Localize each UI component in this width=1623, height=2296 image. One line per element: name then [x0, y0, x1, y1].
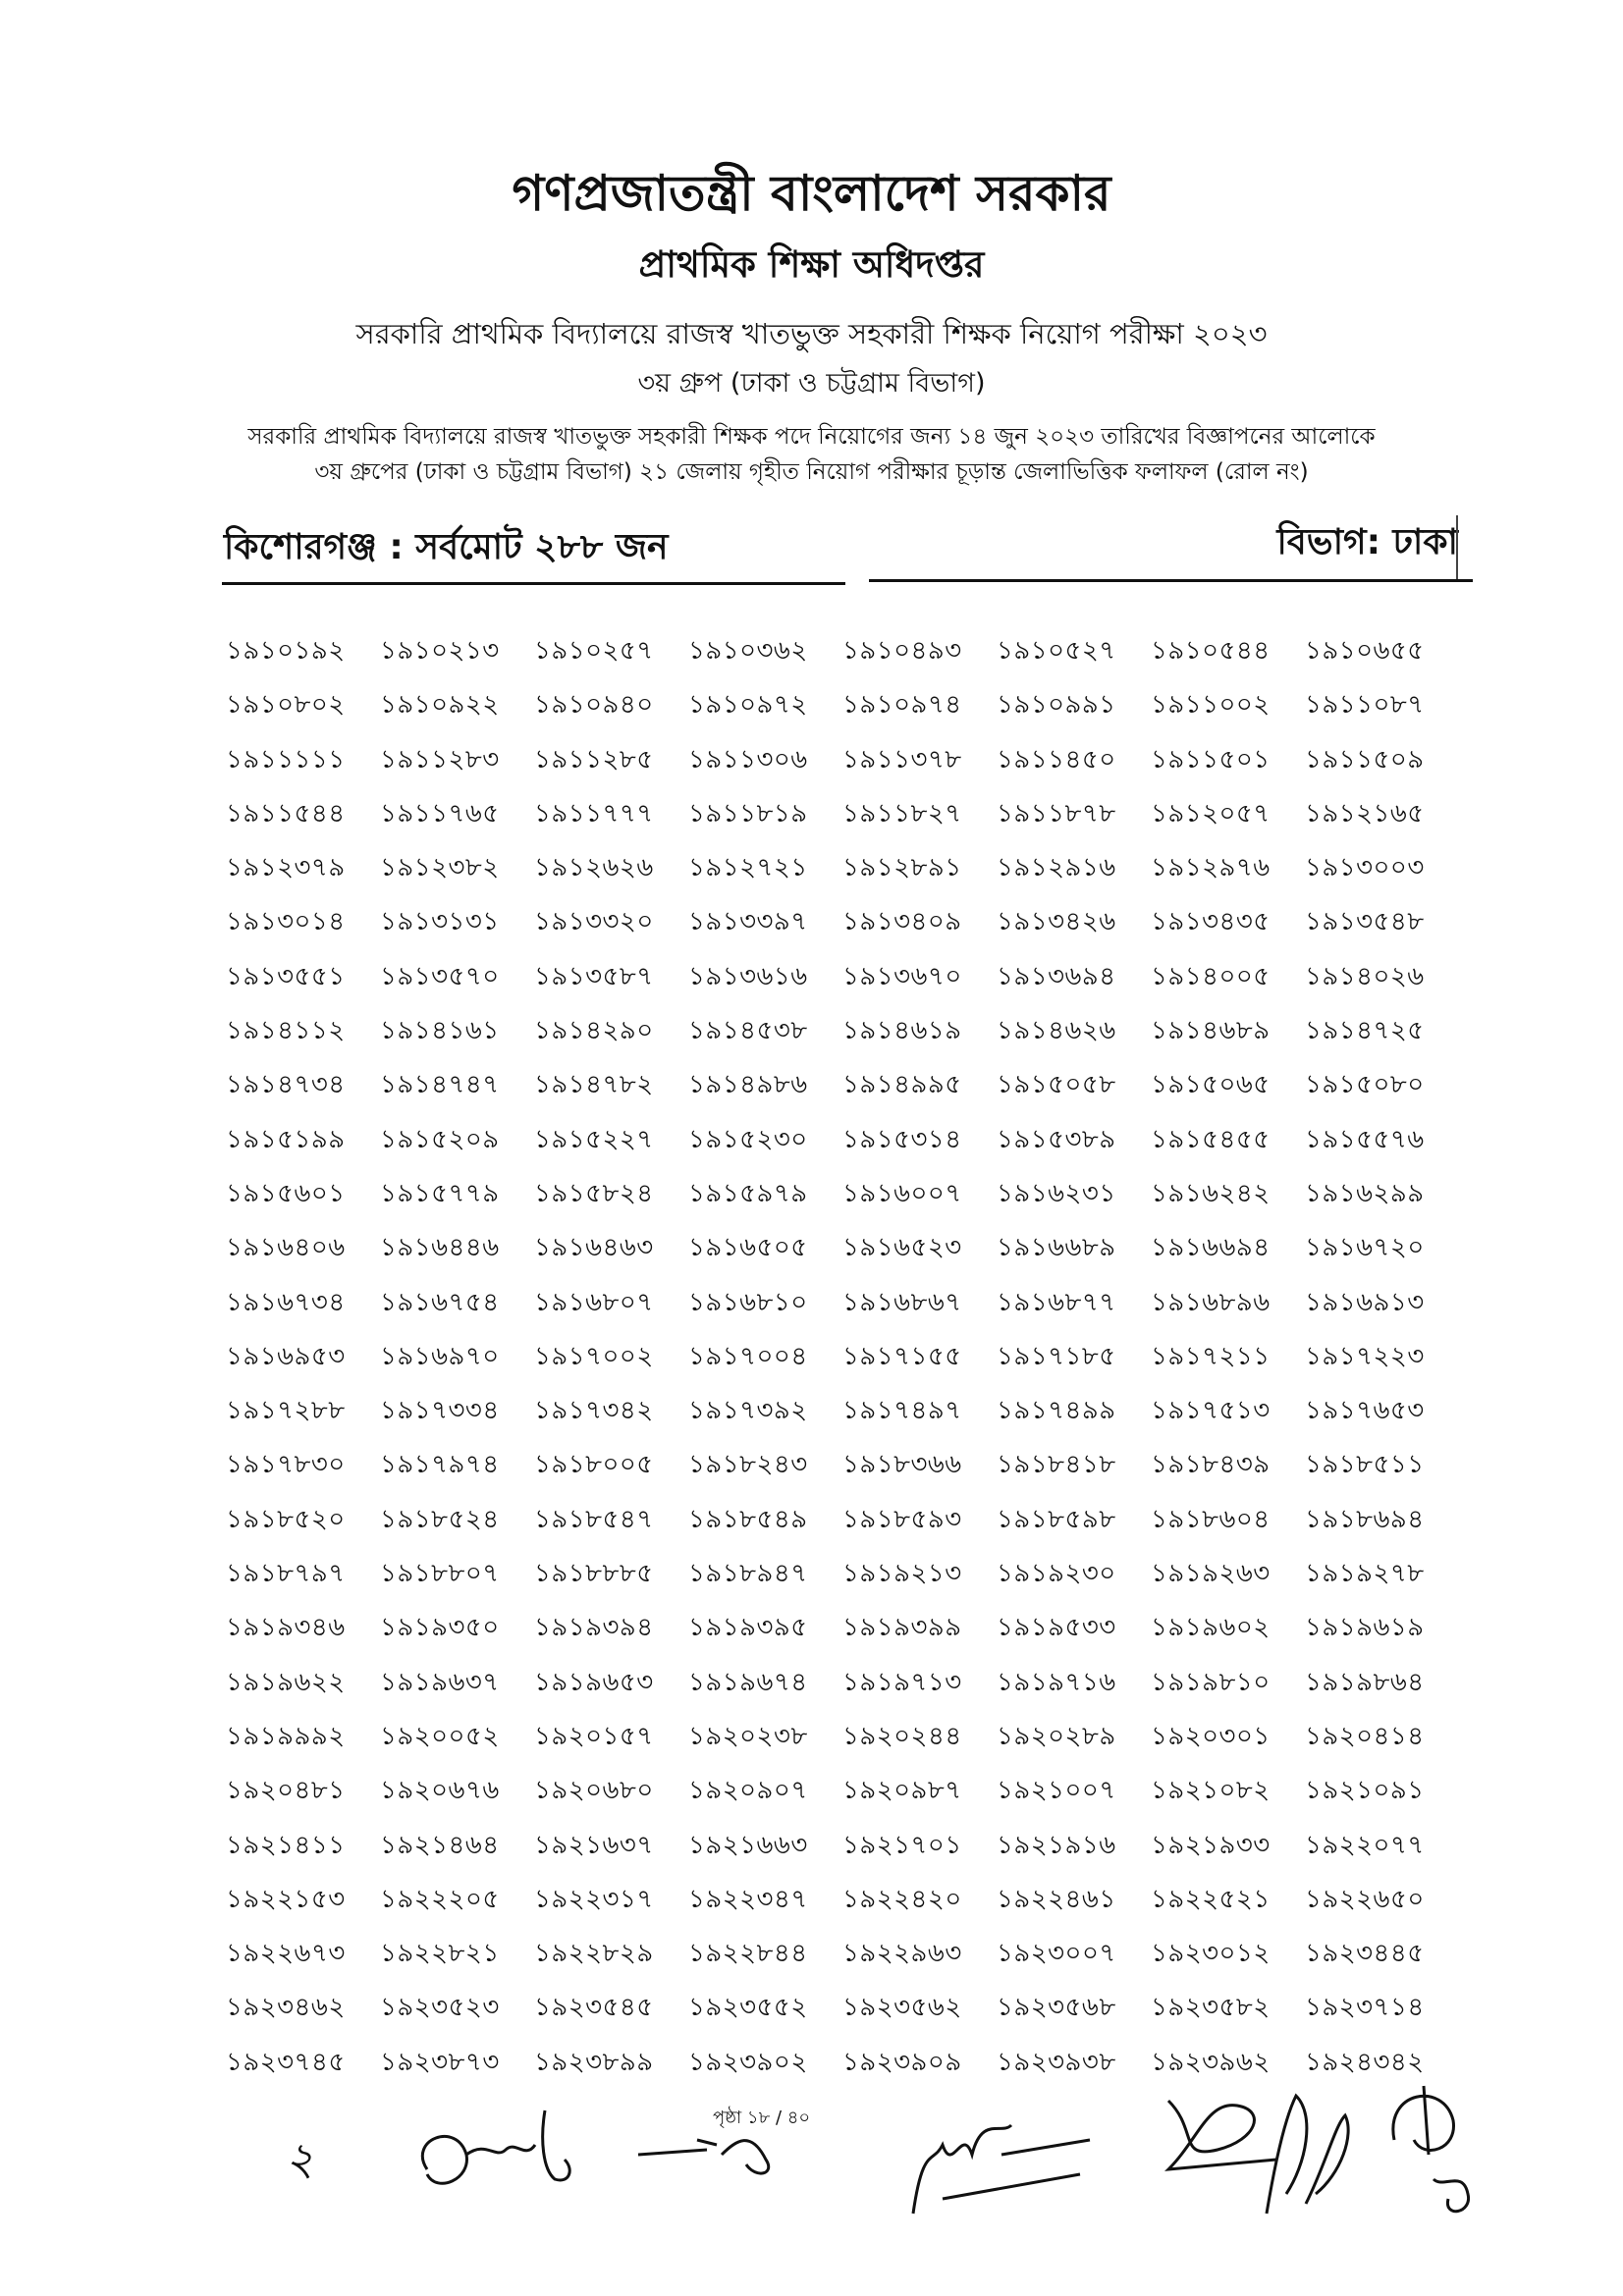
roll-number: ১৯২২৪৬১ [997, 1884, 1116, 1914]
roll-number: ১৯১০৯৯১ [997, 690, 1116, 721]
roll-number: ১৯১২৩৭৯ [226, 853, 346, 883]
roll-number: ১৯১৮০০৫ [534, 1450, 654, 1480]
roll-number: ১৯১১৫৪৪ [226, 798, 346, 828]
roll-number: ১৯১৪৬২৬ [997, 1016, 1116, 1046]
roll-number: ১৯১৮৫৯৮ [997, 1504, 1116, 1534]
roll-number: ১৯১৫০৮০ [1305, 1070, 1425, 1100]
roll-number: ১৯১০৯৭২ [688, 690, 808, 721]
roll-number: ১৯২১৬৩৭ [534, 1830, 654, 1860]
roll-number: ১৯১৯৩৯৫ [688, 1613, 808, 1643]
roll-number: ১৯২৩৯৬২ [1151, 2047, 1271, 2077]
roll-number: ১৯১৩৪৩৫ [1151, 907, 1271, 937]
roll-number: ১৯১৬৭৫৪ [380, 1287, 500, 1317]
roll-number: ১৯১৭২১১ [1151, 1341, 1271, 1371]
roll-number: ১৯১৯৬৫৩ [534, 1667, 654, 1697]
roll-number: ১৯১৬২৩১ [997, 1178, 1116, 1208]
roll-number: ১৯২৩৫২৩ [380, 1993, 500, 2023]
roll-number: ১৯১৮৬৯৪ [1305, 1504, 1425, 1534]
roll-number: ১৯১০৯২২ [380, 690, 500, 721]
roll-number: ১৯২০৯০৭ [688, 1776, 808, 1806]
roll-number: ১৯২০২৪৪ [842, 1721, 962, 1751]
roll-number: ১৯২২৫২১ [1151, 1884, 1271, 1914]
roll-number: ১৯১৮৫৪৭ [534, 1504, 654, 1534]
roll-number: ১৯১৫৩৮৯ [997, 1124, 1116, 1154]
roll-number: ১৯১৮৪১৮ [997, 1450, 1116, 1480]
roll-number: ১৯১২৩৮২ [380, 853, 500, 883]
roll-number: ১৯১৯৯৯২ [226, 1721, 346, 1751]
roll-number: ১৯১৬০০৭ [842, 1178, 962, 1208]
roll-number: ১৯১৩৩৯৭ [688, 907, 808, 937]
roll-number: ১৯১৭৪৯৯ [997, 1396, 1116, 1426]
roll-number: ১৯১০২৫৭ [534, 636, 654, 666]
signature-1 [398, 2101, 594, 2209]
roll-number: ১৯১৫০৬৫ [1151, 1070, 1271, 1100]
roll-number: ১৯১৪০০৫ [1151, 961, 1271, 991]
roll-number: ১৯১৯৬৭৪ [688, 1667, 808, 1697]
roll-number: ১৯২২৬৫০ [1305, 1884, 1425, 1914]
roll-number: ১৯১৩৬৯৪ [997, 961, 1116, 991]
roll-number: ১৯১৮৫২৪ [380, 1504, 500, 1534]
roll-number: ১৯১৭৩৪২ [534, 1396, 654, 1426]
roll-number: ১৯১৬২৯৯ [1305, 1178, 1425, 1208]
roll-number: ১৯১৯৩৯৯ [842, 1613, 962, 1643]
roll-number: ১৯১৮৮৮৫ [534, 1559, 654, 1589]
roll-number: ১৯১৭২৮৮ [226, 1396, 346, 1426]
roll-number: ১৯১৪৬১৯ [842, 1016, 962, 1046]
roll-number: ১৯১৭০০২ [534, 1341, 654, 1371]
roll-number: ১৯১৬৭৩৪ [226, 1287, 346, 1317]
roll-number: ১৯২০৬৮০ [534, 1776, 654, 1806]
roll-number: ১৯১১৩৭৮ [842, 744, 962, 774]
roll-number: ১৯১২৯১৬ [997, 853, 1116, 883]
roll-number: ১৯২২৯৬৩ [842, 1939, 962, 1969]
roll-number: ১৯২১৪৬৪ [380, 1830, 500, 1860]
roll-number: ১৯১৬৮১০ [688, 1287, 808, 1317]
roll-number: ১৯১৩৫৭০ [380, 961, 500, 991]
roll-number: ১৯২৩৯০২ [688, 2047, 808, 2077]
roll-number: ১৯১৮৭৯৭ [226, 1559, 346, 1589]
roll-number: ১৯২০৩০১ [1151, 1721, 1271, 1751]
government-title: গণপ্রজাতন্ত্রী বাংলাদেশ সরকার [512, 165, 1111, 222]
roll-number: ১৯১৪০২৬ [1305, 961, 1425, 991]
roll-number-table [226, 624, 1522, 2090]
roll-number: ১৯১১৮৭৮ [997, 798, 1116, 828]
exam-title: সরকারি প্রাথমিক বিদ্যালয়ে রাজস্ব খাতভুক্ত সহকারী শিক্ষক নিয়োগ পরীক্ষা ২০২৩ [355, 317, 1268, 350]
roll-number: ১৯১১০০২ [1151, 690, 1271, 721]
roll-number: ১৯২৩৯০৯ [842, 2047, 962, 2077]
description-line-2: ৩য় গ্রুপের (ঢাকা ও চট্টগ্রাম বিভাগ) ২১ জেলায় গৃহীত নিয়োগ পরীক্ষার চূড়ান্ত জেলাভিত্তিক ফলাফল (রোল নং) [314, 459, 1309, 485]
roll-number: ১৯১৩০১৪ [226, 907, 346, 937]
roll-number: ১৯২০২৩৮ [688, 1721, 808, 1751]
roll-number: ১৯১৯৬২২ [226, 1667, 346, 1697]
roll-number: ১৯২৪৩৪২ [1305, 2047, 1425, 2077]
roll-number: ১৯২০২৮৯ [997, 1721, 1116, 1751]
roll-number: ১৯১৬২৪২ [1151, 1178, 1271, 1208]
roll-number: ১৯১৯৬০২ [1151, 1613, 1271, 1643]
roll-number: ১৯২০৪৮১ [226, 1776, 346, 1806]
roll-number: ১৯১৬৭২০ [1305, 1233, 1425, 1263]
roll-number: ১৯১৮৫৪৯ [688, 1504, 808, 1534]
underline-left [222, 582, 845, 585]
roll-number: ১৯২৩৪৬২ [226, 1993, 346, 2023]
roll-number: ১৯১০২১৩ [380, 636, 500, 666]
roll-number: ১৯১৮৫১১ [1305, 1450, 1425, 1480]
roll-number: ১৯২৩৫৫২ [688, 1993, 808, 2023]
roll-number: ১৯১৮২৪৩ [688, 1450, 808, 1480]
roll-number: ১৯১৩৬৭০ [842, 961, 962, 991]
roll-number: ১৯১৭০০৪ [688, 1341, 808, 1371]
roll-number: ১৯২২০৭৭ [1305, 1830, 1425, 1860]
roll-number: ১৯১৩৪২৬ [997, 907, 1116, 937]
roll-number: ১৯১৬৪৬৩ [534, 1233, 654, 1263]
roll-number: ১৯১৯৩৫০ [380, 1613, 500, 1643]
roll-number: ১৯১০৬৫৫ [1305, 636, 1425, 666]
roll-number: ১৯২১৯৩৩ [1151, 1830, 1271, 1860]
roll-number: ১৯১৭৩৩৪ [380, 1396, 500, 1426]
signature-6 [1375, 2071, 1483, 2228]
roll-number: ১৯১২৭২১ [688, 853, 808, 883]
roll-number: ১৯২২৩১৭ [534, 1884, 654, 1914]
roll-number: ১৯১৩৫৫১ [226, 961, 346, 991]
roll-number: ১৯১৪৬৮৯ [1151, 1016, 1271, 1046]
margin-mark [1456, 515, 1458, 579]
roll-number: ১৯১১৭৬৫ [380, 798, 500, 828]
roll-number: ১৯১৫০৫৮ [997, 1070, 1116, 1100]
roll-number: ১৯১৮৫২০ [226, 1504, 346, 1534]
roll-number: ১৯১১৩০৬ [688, 744, 808, 774]
roll-number: ১৯১৫৮২৪ [534, 1178, 654, 1208]
roll-number: ১৯২৩৫৬৮ [997, 1993, 1116, 2023]
roll-number: ১৯১৭৪৯৭ [842, 1396, 962, 1426]
roll-number: ১৯১১৫০৯ [1305, 744, 1425, 774]
roll-number: ১৯১৫২০৯ [380, 1124, 500, 1154]
roll-number: ১৯১৩১৩১ [380, 907, 500, 937]
roll-number: ১৯১৫৯৭৯ [688, 1178, 808, 1208]
roll-number: ১৯১৩০০৩ [1305, 853, 1425, 883]
roll-number: ১৯১০৯৪০ [534, 690, 654, 721]
roll-number: ১৯২৩৮৭৩ [380, 2047, 500, 2077]
handwritten-mark: ২ [285, 2132, 314, 2185]
roll-number: ১৯১৯২৩০ [997, 1559, 1116, 1589]
roll-number: ১৯১১৪৫০ [997, 744, 1116, 774]
underline-right [869, 579, 1473, 582]
roll-number: ১৯১৯৩৯৪ [534, 1613, 654, 1643]
description-line-1: সরকারি প্রাথমিক বিদ্যালয়ে রাজস্ব খাতভুক্ত সহকারী শিক্ষক পদে নিয়োগের জন্য ১৪ জুন ২০২৩ তারিখের বিজ্ঞাপনের আলোকে [247, 424, 1376, 450]
roll-number: ১৯১৯৬৩৭ [380, 1667, 500, 1697]
roll-number: ১৯২১৯১৬ [997, 1830, 1116, 1860]
roll-number: ১৯১৬৯৭০ [380, 1341, 500, 1371]
roll-number: ১৯১৯২১৩ [842, 1559, 962, 1589]
roll-number: ১৯১৪৭৪৭ [380, 1070, 500, 1100]
roll-number: ১৯১৫৭৭৯ [380, 1178, 500, 1208]
roll-number: ১৯১৭৯৭৪ [380, 1450, 500, 1480]
roll-number: ১৯২২৬৭৩ [226, 1939, 346, 1969]
roll-number: ১৯১৪৭২৫ [1305, 1016, 1425, 1046]
roll-number: ১৯১৬৮৯৬ [1151, 1287, 1271, 1317]
roll-number: ১৯১০১৯২ [226, 636, 346, 666]
roll-number: ১৯১৭১৫৫ [842, 1341, 962, 1371]
roll-number: ১৯১৬৮৬৭ [842, 1287, 962, 1317]
roll-number: ১৯১০৫৪৪ [1151, 636, 1271, 666]
roll-number: ১৯১১৮১৯ [688, 798, 808, 828]
roll-number: ১৯১৭৩৯২ [688, 1396, 808, 1426]
roll-number: ১৯১৪৯৮৬ [688, 1070, 808, 1100]
roll-number: ১৯১৮৫৯৩ [842, 1504, 962, 1534]
roll-number: ১৯১৮৪৩৯ [1151, 1450, 1271, 1480]
roll-number: ১৯১৪২৯০ [534, 1016, 654, 1046]
roll-number: ১৯১৬৮৭৭ [997, 1287, 1116, 1317]
roll-number: ১৯১৩৪০৯ [842, 907, 962, 937]
roll-number: ১৯২৩৭৪৫ [226, 2047, 346, 2077]
roll-number: ১৯২৩৮৯৯ [534, 2047, 654, 2077]
roll-number: ১৯১০৩৬২ [688, 636, 808, 666]
roll-number: ১৯১৭১৮৫ [997, 1341, 1116, 1371]
roll-number: ১৯১১৫০১ [1151, 744, 1271, 774]
roll-number: ১৯১০৫২৭ [997, 636, 1116, 666]
roll-number: ১৯১২৮৯১ [842, 853, 962, 883]
roll-number: ১৯১৬৮০৭ [534, 1287, 654, 1317]
roll-number: ১৯২২২০৫ [380, 1884, 500, 1914]
roll-number: ১৯১৫৫৭৬ [1305, 1124, 1425, 1154]
roll-number: ১৯১৬৫২৩ [842, 1233, 962, 1263]
division-title: বিভাগ: ঢাকা [1276, 522, 1458, 562]
roll-number: ১৯১৫২৩০ [688, 1124, 808, 1154]
roll-number: ১৯২৩৫৬২ [842, 1993, 962, 2023]
roll-number: ১৯১২৯৭৬ [1151, 853, 1271, 883]
roll-number: ১৯২৩০০৭ [997, 1939, 1116, 1969]
roll-number: ১৯২৩৫৪৫ [534, 1993, 654, 2023]
department-title: প্রাথমিক শিক্ষা অধিদপ্তর [638, 243, 985, 286]
roll-number: ১৯১২১৬৫ [1305, 798, 1425, 828]
roll-number: ১৯২২৪২০ [842, 1884, 962, 1914]
roll-number: ১৯১৫২২৭ [534, 1124, 654, 1154]
roll-number: ১৯১৩৬১৬ [688, 961, 808, 991]
roll-number: ১৯১৯৮১০ [1151, 1667, 1271, 1697]
roll-number: ১৯১৬৯৫৩ [226, 1341, 346, 1371]
roll-number: ১৯১৫১৯৯ [226, 1124, 346, 1154]
roll-number: ১৯২১০০৭ [997, 1776, 1116, 1806]
roll-number: ১৯১৯২৭৮ [1305, 1559, 1425, 1589]
roll-number: ১৯১৪৫৩৮ [688, 1016, 808, 1046]
roll-number: ১৯১৩৩২০ [534, 907, 654, 937]
roll-number: ১৯১৫৬০১ [226, 1178, 346, 1208]
signature-2 [628, 2110, 795, 2189]
roll-number: ১৯১৯৬১৯ [1305, 1613, 1425, 1643]
roll-number: ১৯২৩৯৩৮ [997, 2047, 1116, 2077]
roll-number: ১৯২০৬৭৬ [380, 1776, 500, 1806]
roll-number: ১৯২০৯৮৭ [842, 1776, 962, 1806]
roll-number: ১৯২০১৫৭ [534, 1721, 654, 1751]
roll-number: ১৯২২৮২৯ [534, 1939, 654, 1969]
roll-number: ১৯১৬৪৪৬ [380, 1233, 500, 1263]
roll-number: ১৯১২৬২৬ [534, 853, 654, 883]
district-title: কিশোরগঞ্জ : সর্বমোট ২৮৮ জন [224, 527, 669, 567]
roll-number: ১৯১১৮২৭ [842, 798, 962, 828]
roll-number: ১৯১১১১১ [226, 744, 346, 774]
roll-number: ১৯২৩৪৪৫ [1305, 1939, 1425, 1969]
roll-number: ১৯২৩৫৮২ [1151, 1993, 1271, 2023]
signature-5 [1247, 2076, 1365, 2223]
signature-3 [903, 2086, 1100, 2223]
roll-number: ১৯২০০৫২ [380, 1721, 500, 1751]
roll-number: ১৯১৮৯৪৭ [688, 1559, 808, 1589]
roll-number: ১৯১০৯৭৪ [842, 690, 962, 721]
roll-number: ১৯২১০৯১ [1305, 1776, 1425, 1806]
roll-number: ১৯১৩৫৮৭ [534, 961, 654, 991]
roll-number: ১৯১৯৭১৩ [842, 1667, 962, 1697]
roll-number: ১৯১৪৭৮২ [534, 1070, 654, 1100]
roll-number: ১৯২১৭০১ [842, 1830, 962, 1860]
roll-number: ১৯১৩৫৪৮ [1305, 907, 1425, 937]
roll-number: ১৯১৪১৬১ [380, 1016, 500, 1046]
group-title: ৩য় গ্রুপ (ঢাকা ও চট্টগ্রাম বিভাগ) [637, 368, 986, 399]
roll-number: ১৯১৮৮০৭ [380, 1559, 500, 1589]
roll-number: ১৯১৭৬৫৩ [1305, 1396, 1425, 1426]
roll-number: ১৯২২৩৪৭ [688, 1884, 808, 1914]
roll-number: ১৯১২০৫৭ [1151, 798, 1271, 828]
roll-number: ১৯১৫৩১৪ [842, 1124, 962, 1154]
page-number: পৃষ্ঠা ১৮ / ৪০ [713, 2108, 811, 2128]
roll-number: ১৯২৩৭১৪ [1305, 1993, 1425, 2023]
roll-number: ১৯১০৪৯৩ [842, 636, 962, 666]
roll-number: ১৯১৯৭১৬ [997, 1667, 1116, 1697]
roll-number: ১৯১৯৫৩৩ [997, 1613, 1116, 1643]
roll-number: ১৯১৪১১২ [226, 1016, 346, 1046]
roll-number: ১৯১৬৯১৩ [1305, 1287, 1425, 1317]
roll-number: ১৯১৮৩৬৬ [842, 1450, 962, 1480]
roll-number: ১৯১৫৪৫৫ [1151, 1124, 1271, 1154]
roll-number: ১৯১৯৮৬৪ [1305, 1667, 1425, 1697]
roll-number: ১৯১৪৭৩৪ [226, 1070, 346, 1100]
roll-number: ১৯১১২৮৫ [534, 744, 654, 774]
roll-number: ১৯২১৪১১ [226, 1830, 346, 1860]
roll-number: ১৯১৬৫০৫ [688, 1233, 808, 1263]
roll-number: ১৯১৯৩৪৬ [226, 1613, 346, 1643]
roll-number: ১৯১৯২৬৩ [1151, 1559, 1271, 1589]
roll-number: ১৯১১৭৭৭ [534, 798, 654, 828]
roll-number: ১৯১০৮০২ [226, 690, 346, 721]
roll-number: ১৯১৬৬৯৪ [1151, 1233, 1271, 1263]
roll-number: ১৯২২৮৪৪ [688, 1939, 808, 1969]
roll-number: ১৯১৬৬৮৯ [997, 1233, 1116, 1263]
roll-number: ১৯২২১৫৩ [226, 1884, 346, 1914]
roll-number: ১৯২১০৮২ [1151, 1776, 1271, 1806]
roll-number: ১৯২১৬৬৩ [688, 1830, 808, 1860]
roll-number: ১৯১৮৬০৪ [1151, 1504, 1271, 1534]
roll-number: ১৯১১০৮৭ [1305, 690, 1425, 721]
roll-number: ১৯২২৮২১ [380, 1939, 500, 1969]
roll-number: ১৯২০৪১৪ [1305, 1721, 1425, 1751]
roll-number: ১৯২৩০১২ [1151, 1939, 1271, 1969]
roll-number: ১৯১৬৪০৬ [226, 1233, 346, 1263]
roll-number: ১৯১৭৮৩০ [226, 1450, 346, 1480]
roll-number: ১৯১৪৯৯৫ [842, 1070, 962, 1100]
roll-number: ১৯১৭২২৩ [1305, 1341, 1425, 1371]
roll-number: ১৯১১২৮৩ [380, 744, 500, 774]
roll-number: ১৯১৭৫১৩ [1151, 1396, 1271, 1426]
